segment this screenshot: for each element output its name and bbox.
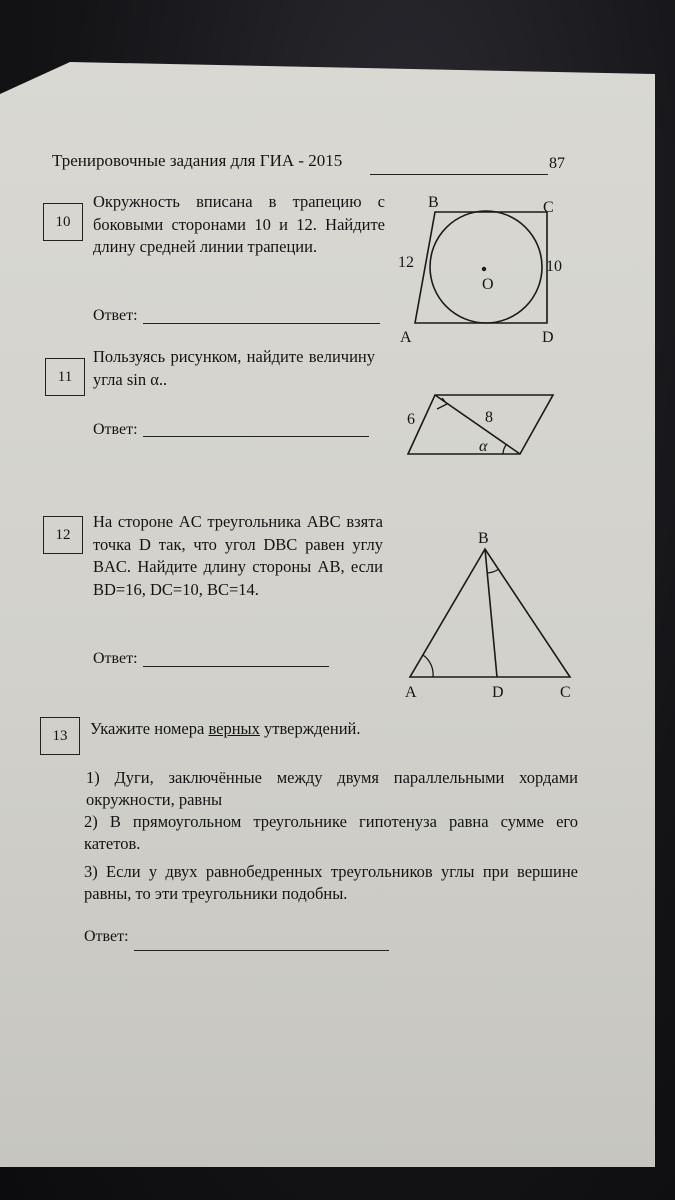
label-b: B <box>478 530 489 547</box>
angle-alpha-arc <box>503 445 506 454</box>
task-13-prompt-after: утверждений. <box>259 719 361 738</box>
task-12-answer-label: Ответ: <box>93 650 138 667</box>
label-right-side: 10 <box>546 258 562 275</box>
label-d: D <box>492 684 504 701</box>
task-10-text: Окружность вписана в трапецию с боковыми сторонами 10 и 12. Найдите длину средней линии трапеции. <box>93 192 385 256</box>
label-c: C <box>560 684 571 701</box>
circle-center-point <box>482 267 486 271</box>
task-10-answer-field[interactable] <box>143 323 380 324</box>
task-12-figure <box>395 525 590 705</box>
label-o: O <box>482 276 494 293</box>
label-diagonal-8: 8 <box>485 409 493 426</box>
angle-bac-arc <box>423 655 433 677</box>
label-side-6: 6 <box>407 411 415 428</box>
task-10-answer-label: Ответ: <box>93 307 138 324</box>
task-13-number: 13 <box>40 717 80 755</box>
task-11-text: Пользуясь рисунком, найдите величину угла sin α.. <box>93 347 375 389</box>
task-10-figure <box>390 190 580 350</box>
segment-bd <box>485 549 497 677</box>
parallelogram-diagonal <box>435 395 520 454</box>
label-alpha: α <box>479 438 488 455</box>
task-13-statement-3: 3) Если у двух равнобедренных треугольников углы при вершине равны, то эти треугольники подобны. <box>84 862 578 903</box>
task-12-number: 12 <box>43 516 83 554</box>
task-11-number: 11 <box>45 358 85 396</box>
header-rule <box>370 174 548 175</box>
task-13-prompt-underlined: верных <box>208 719 260 738</box>
task-11-answer-field[interactable] <box>143 436 369 437</box>
task-10-number: 10 <box>43 203 83 241</box>
task-13-answer-field[interactable] <box>134 950 389 951</box>
angle-dbc-arc <box>487 569 499 573</box>
page-header-title: Тренировочные задания для ГИА - 2015 <box>52 151 343 170</box>
task-13-statement-1: 1) Дуги, заключённые между двумя параллельными хордами окружности, равны <box>86 768 578 809</box>
task-11-answer-label: Ответ: <box>93 421 138 438</box>
task-13-answer-label: Ответ: <box>84 928 129 945</box>
inscribed-circle <box>430 211 542 323</box>
page-number: 87 <box>549 155 565 172</box>
label-a: A <box>400 329 412 346</box>
task-11-figure <box>395 385 565 465</box>
task-13-statement-2: 2) В прямоугольном треугольнике гипотенуза равна сумме его катетов. <box>84 812 578 853</box>
task-12-text: На стороне AC треугольника ABC взята точка D так, что угол DBC равен углу BAC. Найдите длину стороны AB, если BD=16, DC=10, BC=14. <box>93 512 383 599</box>
label-b: B <box>428 194 439 211</box>
task-13-prompt <box>90 718 490 741</box>
label-a: A <box>405 684 417 701</box>
label-c: C <box>543 199 554 216</box>
label-d: D <box>542 329 554 346</box>
task-13-prompt-before: Укажите номера <box>90 719 209 738</box>
triangle-abc <box>410 549 570 677</box>
label-left-side: 12 <box>398 254 414 271</box>
task-12-answer-field[interactable] <box>143 666 329 667</box>
